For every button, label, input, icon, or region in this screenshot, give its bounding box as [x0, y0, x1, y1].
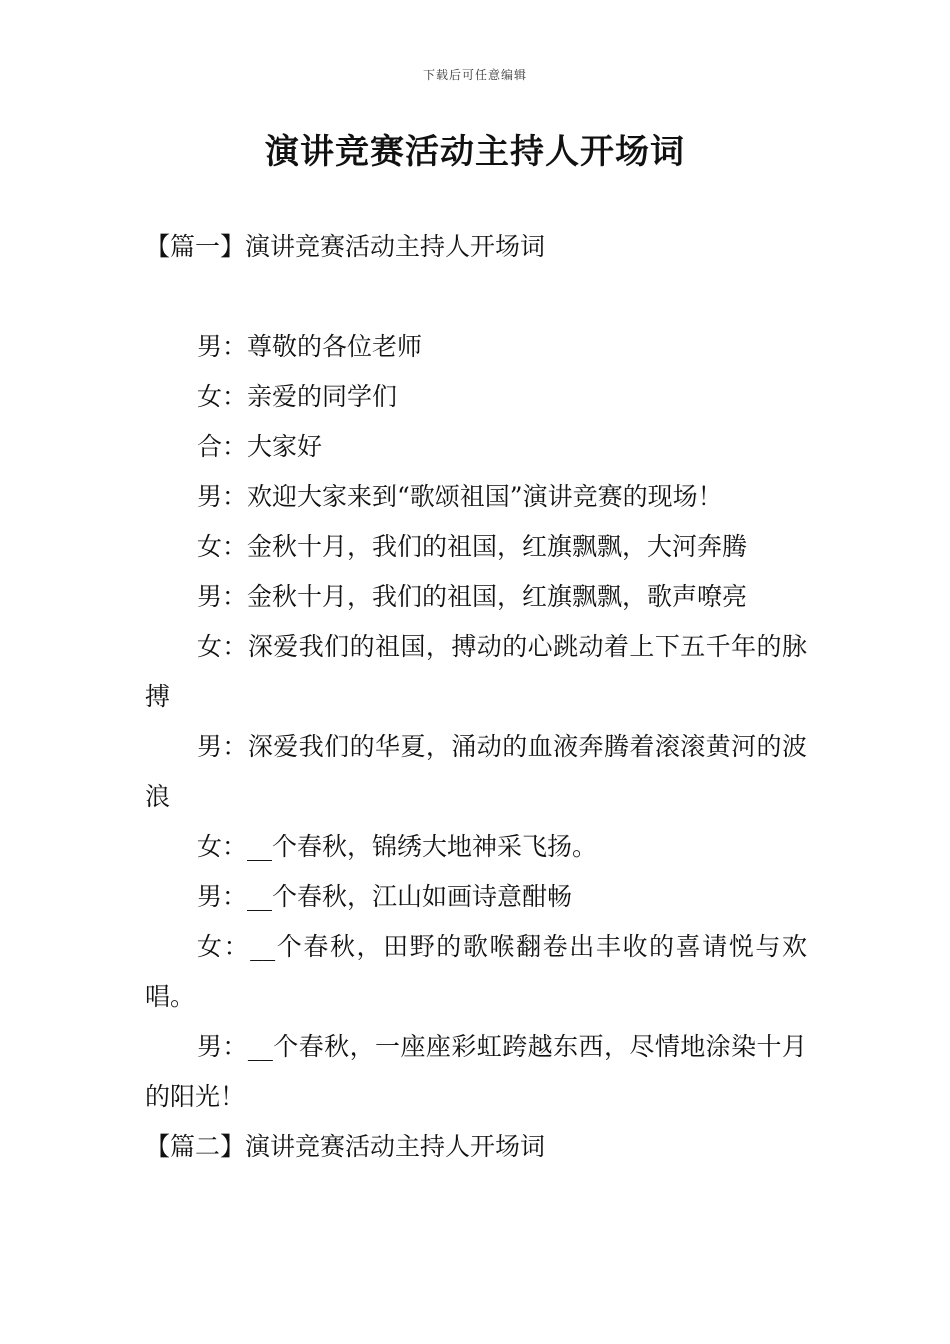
- dialogue-line: 女：__个春秋，田野的歌喉翻卷出丰收的喜请悦与欢唱。: [145, 932, 807, 1011]
- dialogue-line: 女：深爱我们的祖国，搏动的心跳动着上下五千年的脉搏: [145, 632, 807, 711]
- section-heading-1: 【篇一】演讲竞赛活动主持人开场词: [145, 232, 546, 261]
- dialogue-line: 男：__个春秋，江山如画诗意酣畅: [197, 882, 573, 911]
- dialogue-line: 合：大家好: [197, 432, 323, 461]
- dialogue-line: 女：亲爱的同学们: [197, 382, 398, 411]
- document-body: [145, 222, 807, 1172]
- dialogue-line: 男：尊敬的各位老师: [197, 332, 423, 361]
- dialogue-line: 男：欢迎大家来到“歌颂祖国”演讲竞赛的现场！: [197, 482, 723, 511]
- section-heading-2: 【篇二】演讲竞赛活动主持人开场词: [145, 1132, 546, 1161]
- dialogue-line: 男：深爱我们的华夏，涌动的血液奔腾着滚滚黄河的波浪: [145, 732, 807, 811]
- header-note: 下载后可任意编辑: [422, 68, 527, 82]
- dialogue-line: 女：金秋十月，我们的祖国，红旗飘飘，大河奔腾: [197, 532, 748, 561]
- dialogue-line: 女：__个春秋，锦绣大地神采飞扬。: [197, 832, 598, 861]
- dialogue-line: 男：金秋十月，我们的祖国，红旗飘飘，歌声嘹亮: [197, 582, 748, 611]
- document-title: 演讲竞赛活动主持人开场词: [265, 132, 685, 172]
- dialogue-line: 男：__个春秋，一座座彩虹跨越东西，尽情地涂染十月的阳光！: [145, 1032, 807, 1111]
